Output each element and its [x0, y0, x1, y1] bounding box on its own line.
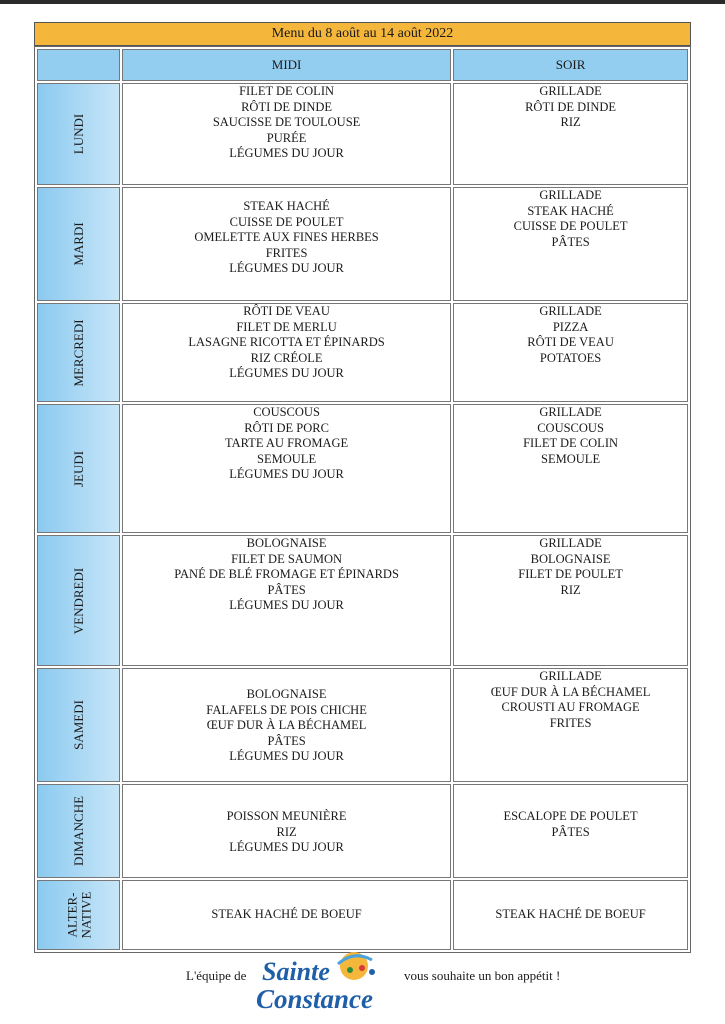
column-header-midi: MIDI — [122, 49, 451, 81]
menu-item: FILET DE POULET — [518, 567, 623, 581]
column-header-soir: SOIR — [453, 49, 688, 81]
soir-cell — [453, 535, 688, 666]
logo-text-line2: Constance — [256, 984, 374, 1014]
menu-item: FILET DE COLIN — [239, 84, 335, 98]
menu-item: POISSON MEUNIÈRE — [226, 809, 347, 823]
menu-table — [34, 46, 691, 953]
midi-cell — [122, 404, 451, 533]
soir-cell — [453, 187, 688, 301]
menu-item: TARTE AU FROMAGE — [224, 436, 349, 450]
menu-item: RÔTI DE PORC — [244, 420, 329, 435]
menu-item: COUSCOUS — [537, 420, 604, 435]
menu-item: LÉGUMES DU JOUR — [229, 840, 344, 854]
menu-item: STEAK HACHÉ — [243, 199, 330, 213]
menu-item: FILET DE MERLU — [236, 319, 337, 334]
soir-cell — [453, 83, 688, 185]
menu-item: BOLOGNAISE — [246, 536, 327, 550]
menu-item: CROUSTI AU FROMAGE — [501, 700, 640, 714]
day-cell — [37, 880, 120, 950]
day-cell — [37, 303, 120, 402]
menu-item: FRITES — [549, 715, 592, 730]
logo-person-icon — [359, 965, 365, 971]
logo-person-icon — [347, 967, 353, 973]
soir-cell — [453, 404, 688, 533]
day-row-lundi — [37, 83, 688, 185]
menu-item: CUISSE DE POULET — [229, 214, 344, 229]
menu-item: ESCALOPE DE POULET — [503, 809, 638, 823]
menu-item: SAUCISSE DE TOULOUSE — [212, 115, 361, 129]
menu-item: RÔTI DE VEAU — [243, 304, 330, 318]
menu-item: PIZZA — [552, 319, 589, 334]
menu-item: SEMOULE — [541, 451, 601, 466]
menu-item: RIZ — [560, 582, 581, 597]
day-label: MERCREDI — [70, 318, 86, 387]
footer-left-text: L'équipe de — [186, 968, 247, 983]
menu-item: RÔTI DE DINDE — [525, 99, 617, 114]
menu-item: BOLOGNAISE — [246, 687, 327, 701]
day-cell — [37, 83, 120, 185]
soir-cell — [453, 880, 688, 950]
menu-item: LÉGUMES DU JOUR — [229, 749, 344, 763]
logo-person-icon — [369, 969, 375, 975]
soir-cell — [453, 668, 688, 782]
menu-item: PANÉ DE BLÉ FROMAGE ET ÉPINARDS — [174, 567, 399, 581]
midi-cell — [122, 83, 451, 185]
soir-cell — [453, 784, 688, 878]
menu-item: RÔTI DE VEAU — [527, 335, 614, 349]
midi-cell — [122, 880, 451, 950]
menu-item: GRILLADE — [539, 669, 602, 683]
day-row-samedi — [37, 668, 688, 782]
midi-cell — [122, 535, 451, 666]
menu-item: PÂTES — [267, 582, 306, 597]
day-row-mercredi — [37, 303, 688, 402]
menu-item: PURÉE — [266, 130, 307, 145]
menu-item: RIZ CRÉOLE — [250, 350, 323, 365]
menu-item: FILET DE SAUMON — [231, 551, 343, 566]
midi-cell — [122, 187, 451, 301]
footer — [0, 950, 725, 1024]
menu-item: GRILLADE — [539, 304, 602, 318]
menu-item: SEMOULE — [257, 451, 317, 466]
menu-item: LÉGUMES DU JOUR — [229, 261, 344, 275]
midi-cell — [122, 303, 451, 402]
day-row-mardi — [37, 187, 688, 301]
day-cell — [37, 404, 120, 533]
scan-edge — [0, 0, 725, 4]
day-row-jeudi — [37, 404, 688, 533]
menu-item: COUSCOUS — [253, 405, 320, 419]
day-row-alternative — [37, 880, 688, 950]
day-label: VENDREDI — [70, 567, 86, 634]
day-label: LUNDI — [70, 113, 86, 155]
menu-item: FALAFELS DE POIS CHICHE — [206, 702, 367, 717]
header-corner — [37, 49, 120, 81]
menu-item: RÔTI DE DINDE — [241, 99, 333, 114]
menu-item: CUISSE DE POULET — [513, 219, 628, 233]
menu-item: GRILLADE — [539, 188, 602, 202]
menu-item: POTATOES — [539, 350, 602, 365]
soir-cell — [453, 303, 688, 402]
menu-item: LASAGNE RICOTTA ET ÉPINARDS — [188, 335, 385, 349]
midi-cell — [122, 668, 451, 782]
menu-item: GRILLADE — [539, 536, 602, 550]
day-row-dimanche — [37, 784, 688, 878]
menu-item: PÂTES — [551, 824, 590, 839]
menu-item: STEAK HACHÉ — [527, 203, 614, 218]
day-label: SAMEDI — [70, 700, 86, 750]
day-label: JEUDI — [70, 450, 86, 487]
day-cell — [37, 784, 120, 878]
menu-item: ŒUF DUR À LA BÉCHAMEL — [490, 684, 651, 699]
menu-item: ŒUF DUR À LA BÉCHAMEL — [206, 718, 367, 732]
midi-cell — [122, 784, 451, 878]
day-label: DIMANCHE — [70, 795, 86, 867]
day-cell — [37, 535, 120, 666]
day-label: MARDI — [70, 222, 86, 266]
sainte-constance-logo — [254, 950, 404, 1020]
menu-item: RIZ — [276, 824, 297, 839]
logo-text-line1: Sainte — [262, 957, 330, 986]
day-row-vendredi — [37, 535, 688, 666]
day-cell — [37, 668, 120, 782]
menu-item: LÉGUMES DU JOUR — [229, 146, 344, 160]
menu-item: STEAK HACHÉ DE BOEUF — [211, 907, 362, 922]
menu-item: FILET DE COLIN — [523, 436, 619, 450]
day-label: ALTER- NATIVE — [63, 891, 93, 939]
menu-item: STEAK HACHÉ DE BOEUF — [495, 907, 646, 922]
menu-item: OMELETTE AUX FINES HERBES — [194, 230, 379, 244]
menu-item: GRILLADE — [539, 84, 602, 98]
menu-item: BOLOGNAISE — [530, 551, 611, 566]
menu-item: LÉGUMES DU JOUR — [229, 598, 344, 612]
menu-title: Menu du 8 août au 14 août 2022 — [34, 22, 691, 46]
menu-item: PÂTES — [551, 234, 590, 249]
header-row — [37, 49, 688, 81]
menu-item: LÉGUMES DU JOUR — [229, 467, 344, 481]
day-cell — [37, 187, 120, 301]
menu-item: FRITES — [265, 245, 308, 260]
menu-item: RIZ — [560, 115, 581, 129]
menu-item: LÉGUMES DU JOUR — [229, 366, 344, 380]
footer-right-text: vous souhaite un bon appétit ! — [404, 968, 561, 983]
menu-item: PÂTES — [267, 733, 306, 748]
menu-item: GRILLADE — [539, 405, 602, 419]
